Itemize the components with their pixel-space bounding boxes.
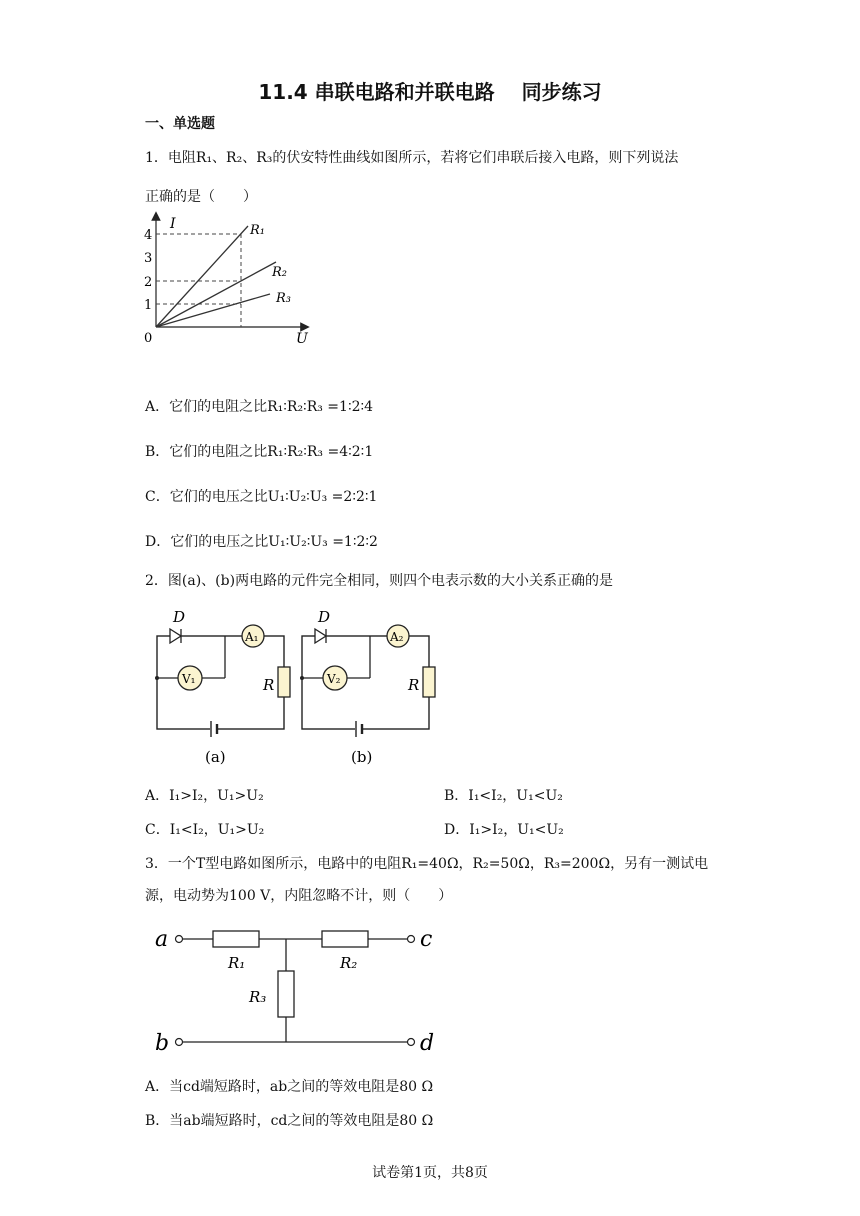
q1-iu-graph — [140, 210, 320, 350]
q2-option-b[interactable]: B．I₁<I₂，U₁<U₂ — [444, 788, 563, 804]
q2-option-a[interactable]: A．I₁>I₂，U₁>U₂ — [145, 788, 264, 804]
ammeter-a-label: A₁ — [245, 630, 259, 644]
q1-option-b[interactable]: B．它们的电阻之比R₁∶R₂∶R₃ =4∶2∶1 — [145, 444, 374, 460]
diode-a-label: D — [173, 608, 186, 626]
line-r3 — [156, 294, 270, 327]
diode-b-icon — [315, 629, 326, 643]
q1-stem-line1: 1．电阻R₁、R₂、R₃的伏安特性曲线如图所示，若将它们串联后接入电路，则下列说法 — [145, 150, 679, 166]
q3-stem-line1: 3．一个T型电路如图所示，电路中的电阻R₁=40Ω，R₂=50Ω，R₃=200Ω，另有一测试电 — [145, 856, 709, 872]
tick-3: 3 — [144, 251, 153, 266]
resistor-r2 — [322, 931, 368, 947]
voltmeter-a-label: V₁ — [182, 672, 196, 686]
q1-option-a[interactable]: A．它们的电阻之比R₁∶R₂∶R₃ =1∶2∶4 — [145, 399, 374, 415]
resistor-r1 — [213, 931, 259, 947]
q3-stem-line2: 源，电动势为100 V，内阻忽略不计，则（ ） — [145, 888, 453, 904]
resistor-a-icon — [278, 667, 290, 697]
q3-t-circuit — [145, 918, 455, 1063]
label-r2: R₂ — [340, 954, 358, 972]
terminal-c — [408, 936, 415, 943]
diode-a-icon — [170, 629, 181, 643]
line-r1 — [156, 226, 248, 327]
ammeter-b-label: A₂ — [390, 630, 404, 644]
origin-label: 0 — [144, 331, 153, 346]
q1-option-c[interactable]: C．它们的电压之比U₁∶U₂∶U₃ =2∶2∶1 — [145, 489, 378, 505]
label-r2: R₂ — [272, 265, 287, 280]
circuit-b — [300, 608, 435, 766]
tick-2: 2 — [144, 275, 153, 290]
circuit-a — [155, 608, 290, 766]
label-d: d — [420, 1031, 435, 1056]
label-r1: R₁ — [228, 954, 246, 972]
line-r2 — [156, 262, 276, 327]
terminal-b — [176, 1039, 183, 1046]
axis-u-label: U — [296, 331, 308, 347]
caption-b: (b) — [351, 748, 373, 766]
q2-stem: 2．图(a)、(b)两电路的元件完全相同，则四个电表示数的大小关系正确的是 — [145, 573, 614, 589]
q2-circuits — [145, 600, 445, 770]
label-c: c — [420, 927, 433, 952]
section-heading: 一、单选题 — [145, 116, 215, 132]
caption-a: (a) — [205, 748, 226, 766]
page-title: 11.4 串联电路和并联电路 同步练习 — [258, 80, 602, 104]
label-r3: R₃ — [249, 988, 267, 1006]
q2-option-d[interactable]: D．I₁>I₂，U₁<U₂ — [444, 822, 564, 838]
resistor-b-icon — [423, 667, 435, 697]
q1-stem-line2: 正确的是（ ） — [145, 189, 257, 205]
tick-4: 4 — [144, 228, 153, 243]
tick-1: 1 — [144, 298, 153, 313]
resistor-b-label: R — [408, 676, 420, 694]
terminal-a — [176, 936, 183, 943]
page-footer: 试卷第1页，共8页 — [372, 1165, 488, 1181]
diode-b-label: D — [318, 608, 331, 626]
q3-option-b[interactable]: B．当ab端短路时，cd之间的等效电阻是80 Ω — [145, 1113, 434, 1129]
label-r1: R₁ — [250, 223, 265, 238]
resistor-a-label: R — [263, 676, 275, 694]
resistor-r3 — [278, 971, 294, 1017]
label-b: b — [155, 1031, 170, 1056]
terminal-d — [408, 1039, 415, 1046]
label-a: a — [155, 927, 169, 952]
q1-option-d[interactable]: D．它们的电压之比U₁∶U₂∶U₃ =1∶2∶2 — [145, 534, 378, 550]
axis-i-label: I — [170, 216, 176, 232]
q2-option-c[interactable]: C．I₁<I₂，U₁>U₂ — [145, 822, 265, 838]
label-r3: R₃ — [276, 291, 291, 306]
voltmeter-b-label: V₂ — [327, 672, 341, 686]
q3-option-a[interactable]: A．当cd端短路时，ab之间的等效电阻是80 Ω — [145, 1079, 434, 1095]
